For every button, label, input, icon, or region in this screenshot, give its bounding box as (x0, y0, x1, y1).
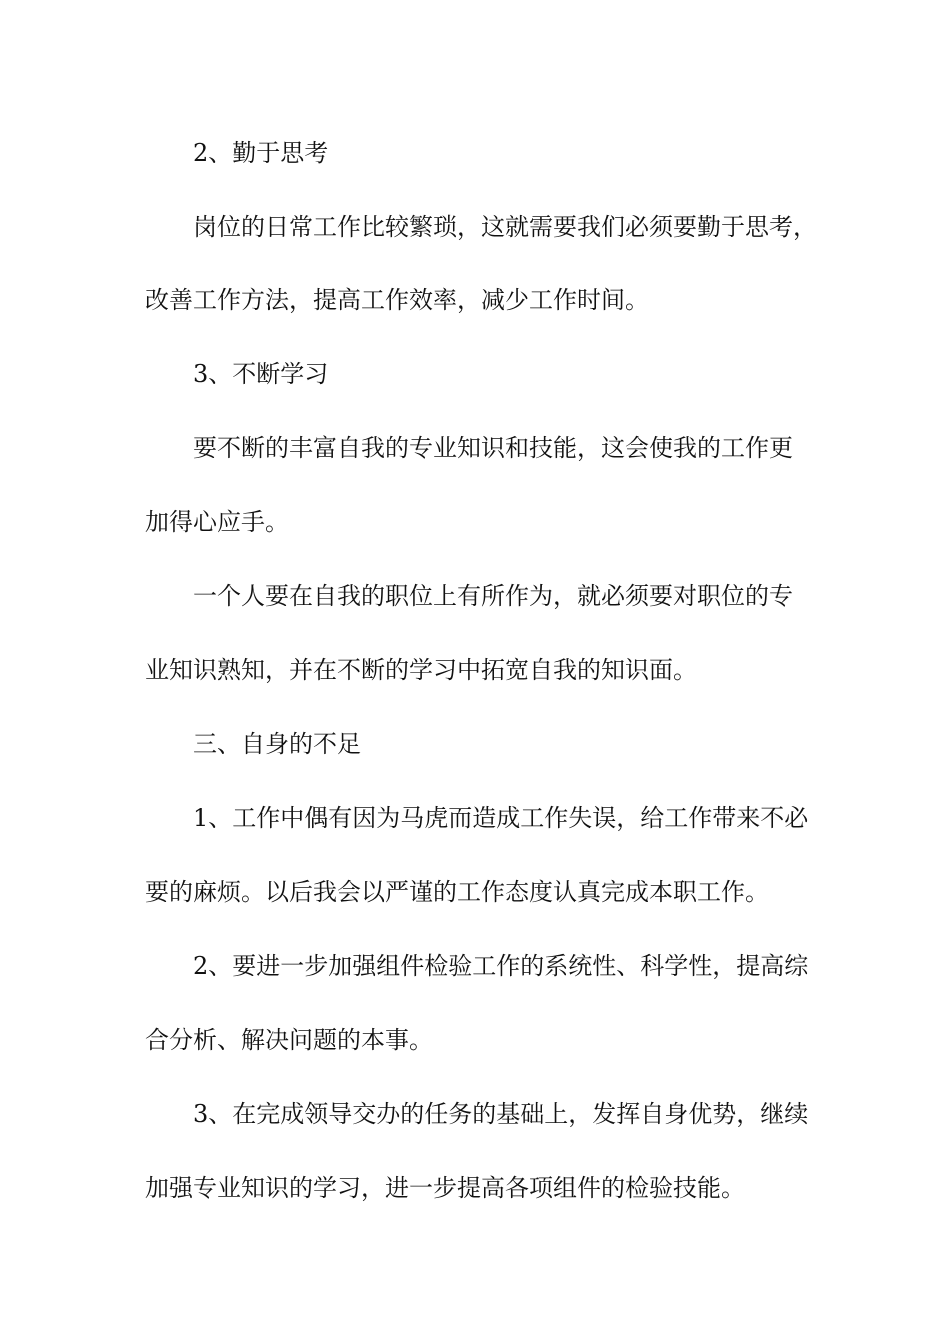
paragraph-line: 合分析、解决问题的本事。 (145, 1026, 433, 1054)
paragraph-line: 加得心应手。 (145, 508, 289, 536)
paragraph-line: 加强专业知识的学习，进一步提高各项组件的检验技能。 (145, 1174, 745, 1202)
paragraph-line: 要不断的丰富自我的专业知识和技能，这会使我的工作更 (193, 434, 793, 462)
section-heading: 2、勤于思考 (193, 139, 329, 167)
section-heading: 三、自身的不足 (193, 730, 361, 758)
paragraph-line: 2、要进一步加强组件检验工作的系统性、科学性，提高综 (193, 952, 809, 980)
paragraph-line: 一个人要在自我的职位上有所作为，就必须要对职位的专 (193, 582, 793, 610)
paragraph-line: 3、在完成领导交办的任务的基础上，发挥自身优势，继续 (193, 1100, 809, 1128)
paragraph-line: 改善工作方法，提高工作效率，减少工作时间。 (145, 286, 649, 314)
paragraph-line: 岗位的日常工作比较繁琐，这就需要我们必须要勤于思考， (193, 213, 817, 241)
paragraph-line: 1、工作中偶有因为马虎而造成工作失误，给工作带来不必 (193, 804, 809, 832)
section-heading: 3、不断学习 (193, 360, 329, 388)
paragraph-line: 业知识熟知，并在不断的学习中拓宽自我的知识面。 (145, 656, 697, 684)
paragraph-line: 要的麻烦。以后我会以严谨的工作态度认真完成本职工作。 (145, 878, 769, 906)
